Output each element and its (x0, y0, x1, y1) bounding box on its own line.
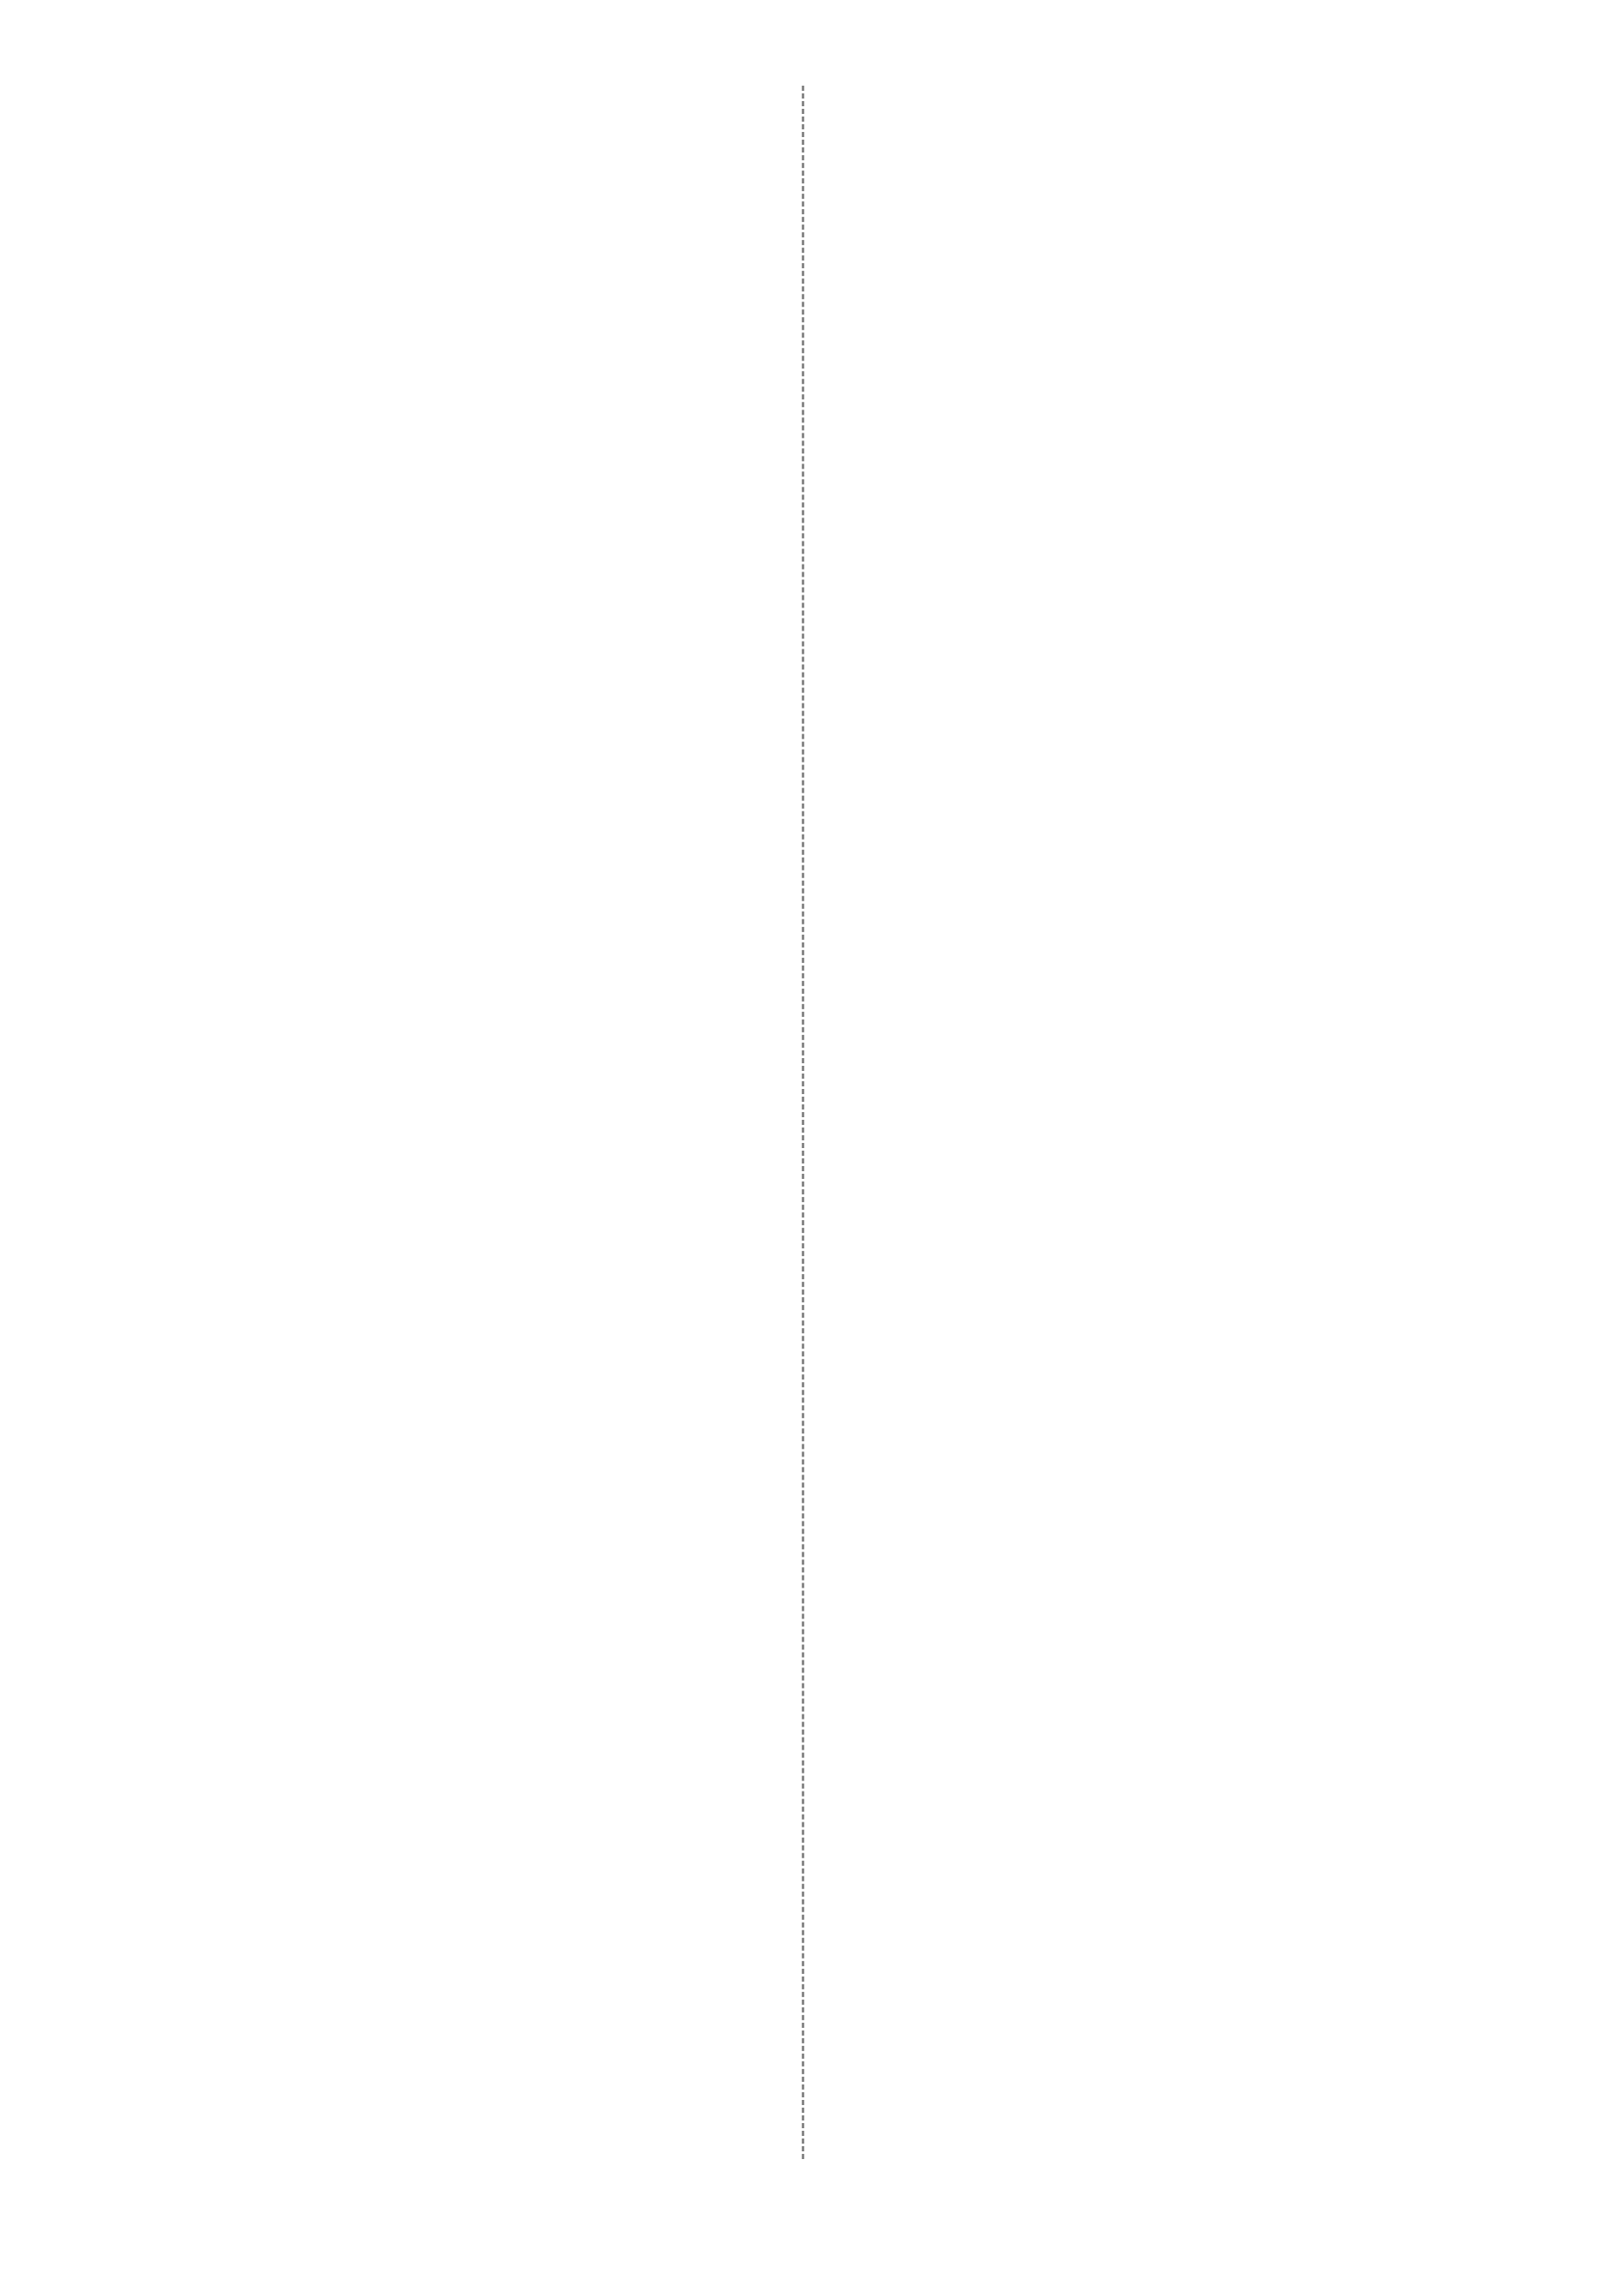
left-column (116, 82, 785, 151)
answer-item (116, 117, 785, 151)
answer-item (116, 82, 785, 117)
column-divider (802, 86, 804, 2159)
page-footer (0, 2219, 1624, 2249)
